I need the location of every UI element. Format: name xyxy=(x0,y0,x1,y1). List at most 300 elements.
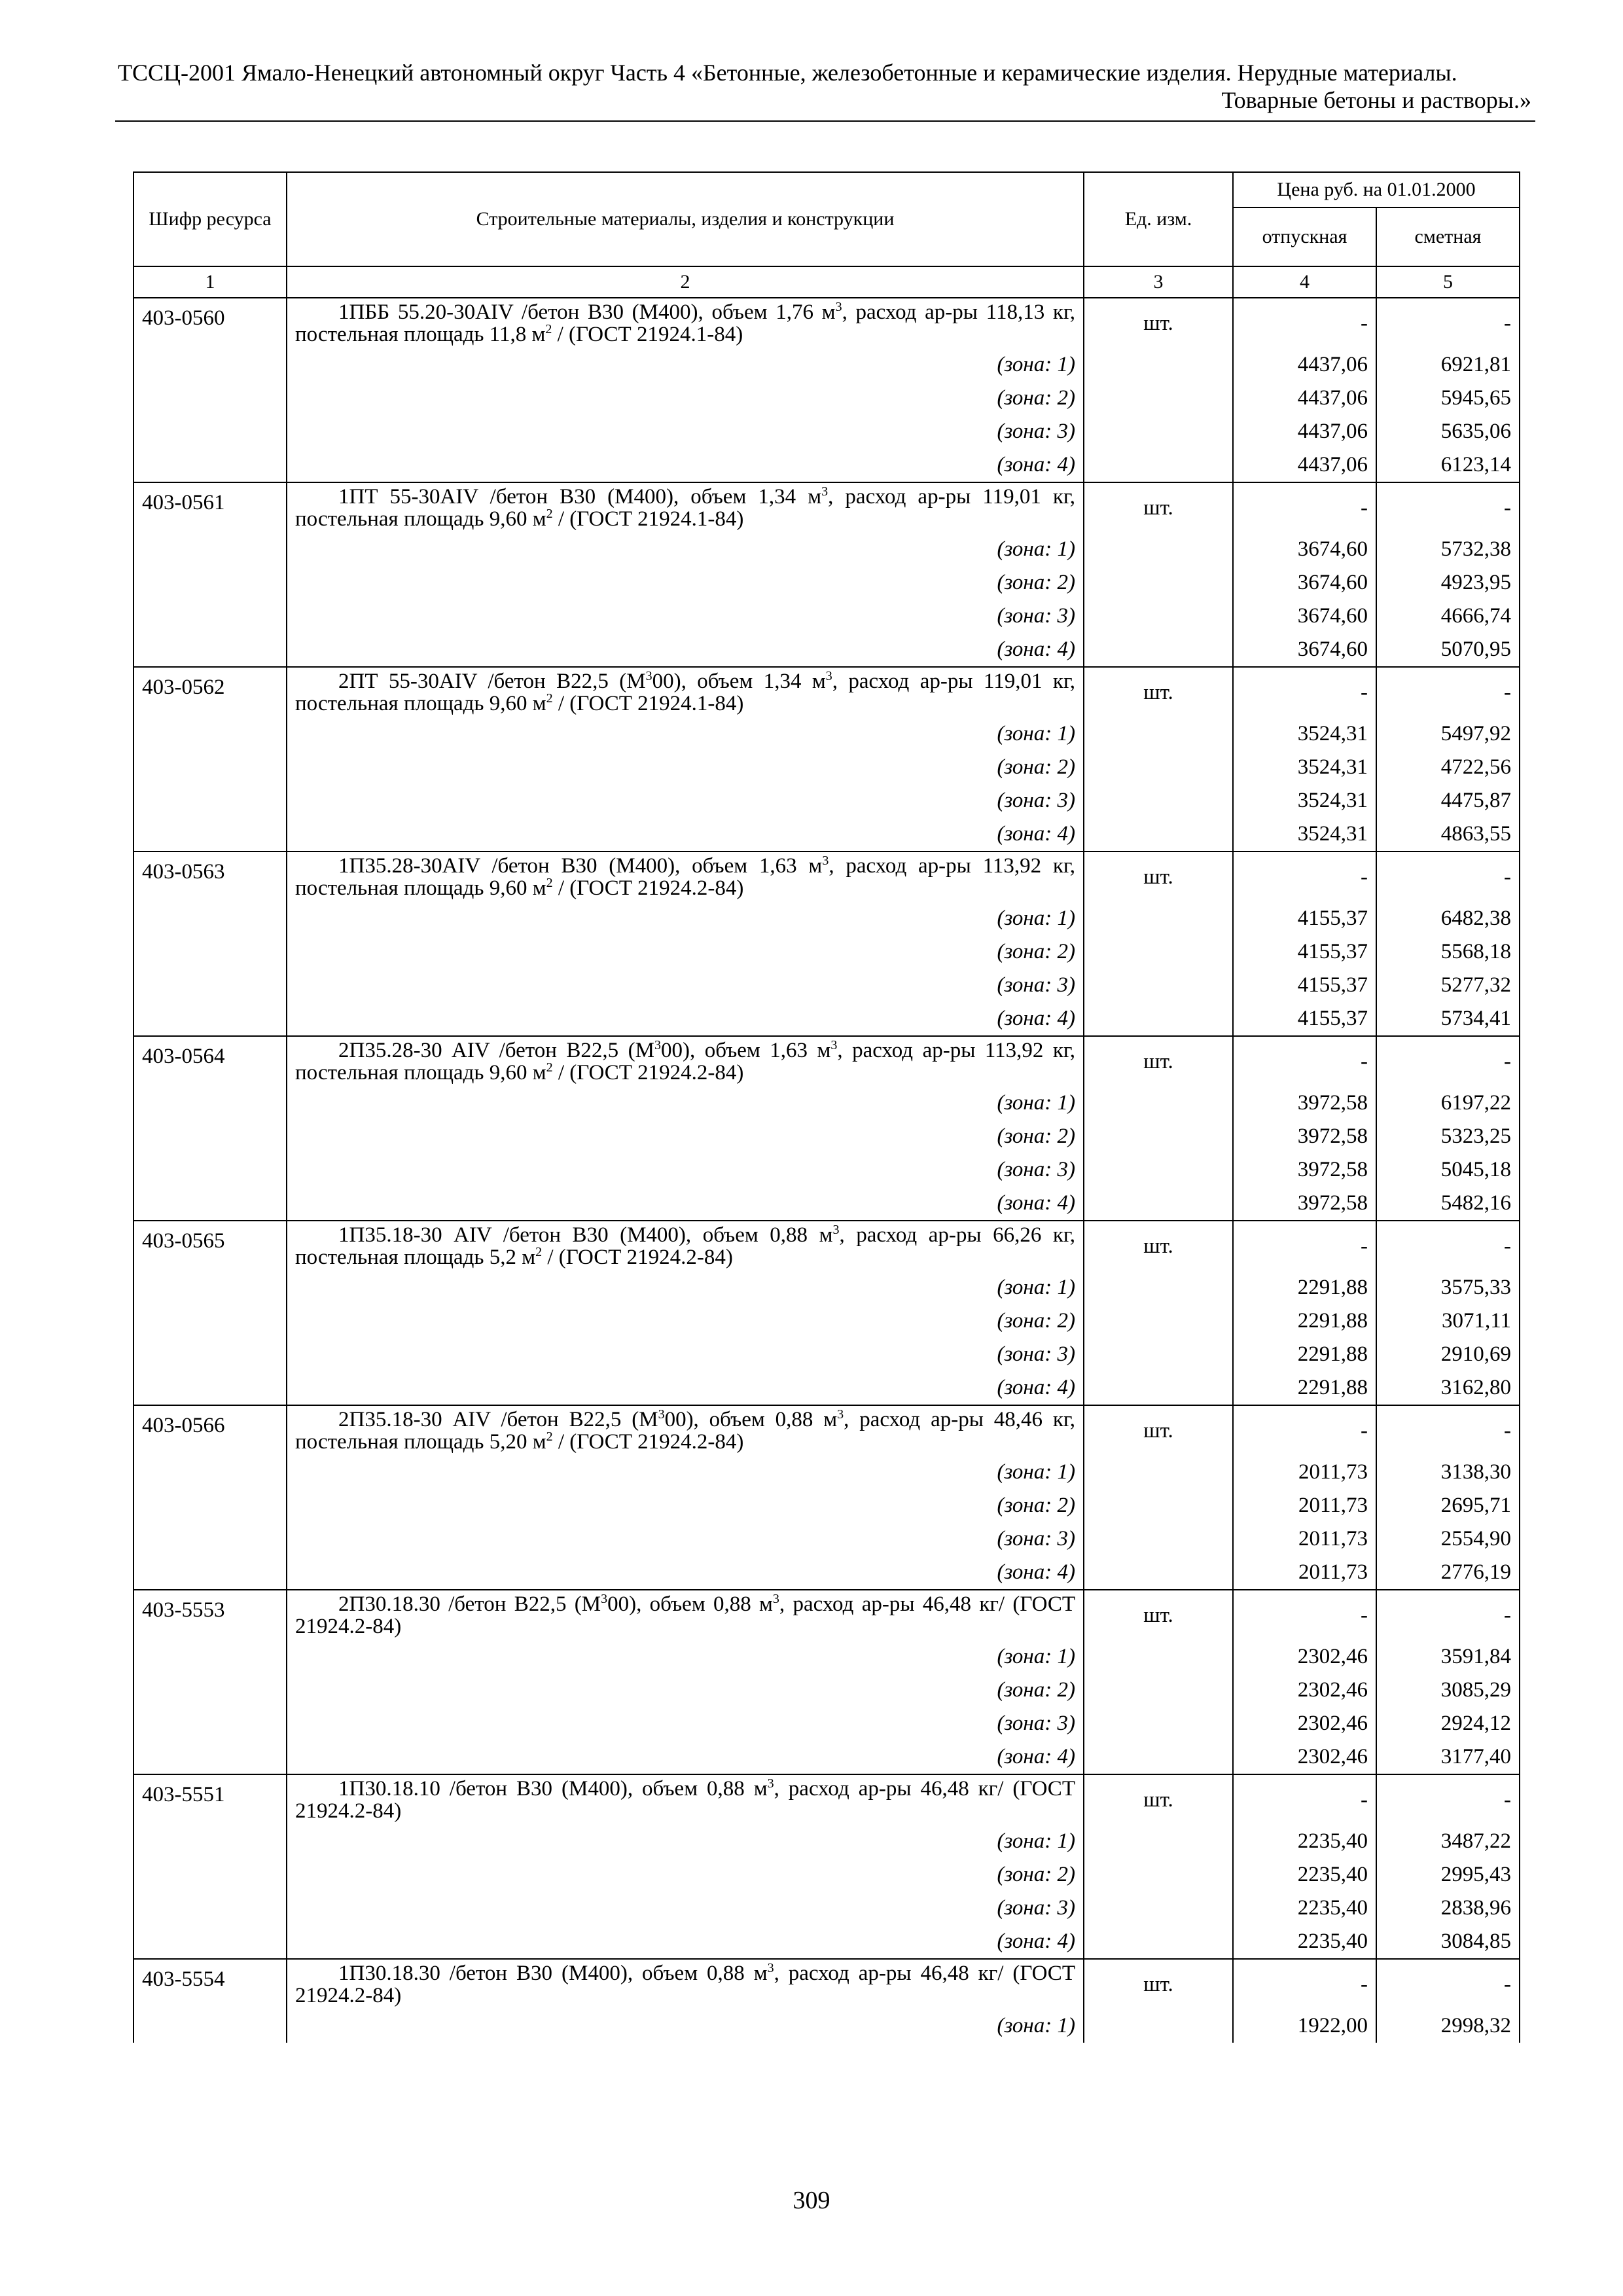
code-spacer xyxy=(134,1556,287,1590)
zone-estimate-price: 6123,14 xyxy=(1376,448,1520,482)
release-price: - xyxy=(1233,1959,1376,2009)
release-price: - xyxy=(1233,482,1376,533)
zone-estimate-price: 3085,29 xyxy=(1376,1674,1520,1707)
zone-release-price: 2235,40 xyxy=(1233,1858,1376,1892)
unit-of-measure: шт. xyxy=(1084,1405,1233,1456)
zone-label: (зона: 2) xyxy=(287,566,1084,600)
zone-label: (зона: 2) xyxy=(287,1304,1084,1338)
zone-release-price: 2011,73 xyxy=(1233,1522,1376,1556)
zone-release-price: 3972,58 xyxy=(1233,1086,1376,1120)
table-row xyxy=(134,298,1520,348)
zone-release-price: 2011,73 xyxy=(1233,1456,1376,1489)
zone-release-price: 2011,73 xyxy=(1233,1489,1376,1522)
zone-estimate-price: 6482,38 xyxy=(1376,902,1520,935)
header-divider xyxy=(115,120,1535,122)
material-description: 1ПББ 55.20-30AIV /бетон В30 (М400), объем 1,76 $м^3$, расход ар-ры 118,13 кг, постельная площадь 11,8 $м^2$ / (ГОСТ 21924.1-84) xyxy=(287,298,1084,348)
zone-row xyxy=(134,633,1520,667)
code-spacer xyxy=(134,817,287,852)
zone-estimate-price: 3177,40 xyxy=(1376,1740,1520,1774)
zone-row xyxy=(134,1002,1520,1036)
zone-release-price: 3972,58 xyxy=(1233,1120,1376,1153)
zone-row xyxy=(134,533,1520,566)
code-spacer xyxy=(134,1489,287,1522)
zone-label: (зона: 3) xyxy=(287,1522,1084,1556)
estimate-price: - xyxy=(1376,1221,1520,1271)
unit-of-measure: шт. xyxy=(1084,482,1233,533)
table-row xyxy=(134,667,1520,717)
estimate-price: - xyxy=(1376,1405,1520,1456)
zone-estimate-price: 2998,32 xyxy=(1376,2009,1520,2043)
zone-row xyxy=(134,1489,1520,1522)
release-price: - xyxy=(1233,1036,1376,1086)
header-line-2: Товарные бетоны и растворы.» xyxy=(1221,87,1531,113)
unit-spacer xyxy=(1084,1120,1233,1153)
zone-estimate-price: 5945,65 xyxy=(1376,382,1520,415)
code-spacer xyxy=(134,1707,287,1740)
estimate-price: - xyxy=(1376,482,1520,533)
zone-label: (зона: 3) xyxy=(287,1338,1084,1371)
unit-of-measure: шт. xyxy=(1084,852,1233,902)
zone-label: (зона: 4) xyxy=(287,448,1084,482)
material-description: 1ПТ 55-30AIV /бетон В30 (М400), объем 1,34 $м^3$, расход ар-ры 119,01 кг, постельная площадь 9,60 $м^2$ / (ГОСТ 21924.1-84) xyxy=(287,482,1084,533)
zone-estimate-price: 5070,95 xyxy=(1376,633,1520,667)
code-spacer xyxy=(134,2009,287,2043)
zone-label: (зона: 1) xyxy=(287,1825,1084,1858)
table-head xyxy=(134,172,1520,298)
zone-label: (зона: 4) xyxy=(287,633,1084,667)
col-number-5: 5 xyxy=(1376,266,1520,298)
zone-estimate-price: 4666,74 xyxy=(1376,600,1520,633)
unit-spacer xyxy=(1084,1556,1233,1590)
resource-code: 403-0562 xyxy=(134,667,287,717)
zone-release-price: 2291,88 xyxy=(1233,1338,1376,1371)
estimate-price: - xyxy=(1376,1774,1520,1825)
material-description: 1П35.18-30 AIV /бетон В30 (М400), объем 0,88 $м^3$, расход ар-ры 66,26 кг, постельная площадь 5,2 $м^2$ / (ГОСТ 21924.2-84) xyxy=(287,1221,1084,1271)
zone-label: (зона: 3) xyxy=(287,1892,1084,1925)
zone-estimate-price: 2995,43 xyxy=(1376,1858,1520,1892)
release-price: - xyxy=(1233,1221,1376,1271)
zone-release-price: 3972,58 xyxy=(1233,1153,1376,1187)
zone-release-price: 2302,46 xyxy=(1233,1707,1376,1740)
zone-label: (зона: 3) xyxy=(287,1707,1084,1740)
estimate-price: - xyxy=(1376,1959,1520,2009)
zone-label: (зона: 3) xyxy=(287,415,1084,448)
unit-spacer xyxy=(1084,1489,1233,1522)
zone-row xyxy=(134,1707,1520,1740)
zone-estimate-price: 3071,11 xyxy=(1376,1304,1520,1338)
zone-release-price: 3524,31 xyxy=(1233,717,1376,751)
zone-row xyxy=(134,1371,1520,1405)
zone-row xyxy=(134,1086,1520,1120)
zone-release-price: 2235,40 xyxy=(1233,1825,1376,1858)
code-spacer xyxy=(134,1153,287,1187)
code-spacer xyxy=(134,1892,287,1925)
zone-release-price: 3674,60 xyxy=(1233,533,1376,566)
resource-code: 403-0564 xyxy=(134,1036,287,1086)
zone-release-price: 4155,37 xyxy=(1233,1002,1376,1036)
zone-release-price: 2302,46 xyxy=(1233,1674,1376,1707)
release-price: - xyxy=(1233,1405,1376,1456)
zone-estimate-price: 5732,38 xyxy=(1376,533,1520,566)
unit-spacer xyxy=(1084,1153,1233,1187)
zone-estimate-price: 4475,87 xyxy=(1376,784,1520,817)
zone-release-price: 3972,58 xyxy=(1233,1187,1376,1221)
material-description: 1П30.18.10 /бетон В30 (М400), объем 0,88 $м^3$, расход ар-ры 46,48 кг/ (ГОСТ 21924.2-84) xyxy=(287,1774,1084,1825)
zone-row xyxy=(134,1304,1520,1338)
zone-estimate-price: 2924,12 xyxy=(1376,1707,1520,1740)
code-spacer xyxy=(134,1740,287,1774)
zone-row xyxy=(134,1271,1520,1304)
code-spacer xyxy=(134,784,287,817)
zone-release-price: 3524,31 xyxy=(1233,817,1376,852)
zone-label: (зона: 2) xyxy=(287,935,1084,969)
unit-of-measure: шт. xyxy=(1084,1959,1233,2009)
resource-code: 403-5554 xyxy=(134,1959,287,2009)
resource-code: 403-0563 xyxy=(134,852,287,902)
zone-estimate-price: 2838,96 xyxy=(1376,1892,1520,1925)
material-description: 2ПТ 55-30AIV /бетон В22,5 $(М^300)$, объем 1,34 $м^3$, расход ар-ры 119,01 кг, постельная площадь 9,60 $м^2$ / (ГОСТ 21924.1-84) xyxy=(287,667,1084,717)
unit-spacer xyxy=(1084,1740,1233,1774)
table-row xyxy=(134,1221,1520,1271)
zone-release-price: 3674,60 xyxy=(1233,600,1376,633)
price-table xyxy=(133,171,1520,2043)
resource-code: 403-0565 xyxy=(134,1221,287,1271)
zone-row xyxy=(134,1120,1520,1153)
zone-estimate-price: 4923,95 xyxy=(1376,566,1520,600)
zone-row xyxy=(134,1153,1520,1187)
zone-row xyxy=(134,1740,1520,1774)
unit-spacer xyxy=(1084,1002,1233,1036)
zone-estimate-price: 3591,84 xyxy=(1376,1640,1520,1674)
table-row xyxy=(134,1036,1520,1086)
resource-code: 403-5551 xyxy=(134,1774,287,1825)
material-description: 1П30.18.30 /бетон В30 (М400), объем 0,88 $м^3$, расход ар-ры 46,48 кг/ (ГОСТ 21924.2-84) xyxy=(287,1959,1084,2009)
unit-spacer xyxy=(1084,784,1233,817)
col-header-code: Шифр ресурса xyxy=(134,172,287,266)
unit-spacer xyxy=(1084,1304,1233,1338)
unit-spacer xyxy=(1084,448,1233,482)
material-description: 2П30.18.30 /бетон В22,5 $(М^300)$, объем 0,88 $м^3$, расход ар-ры 46,48 кг/ (ГОСТ 21924.2-84) xyxy=(287,1590,1084,1640)
code-spacer xyxy=(134,935,287,969)
unit-spacer xyxy=(1084,902,1233,935)
code-spacer xyxy=(134,1925,287,1959)
zone-release-price: 1922,00 xyxy=(1233,2009,1376,2043)
zone-release-price: 2011,73 xyxy=(1233,1556,1376,1590)
unit-spacer xyxy=(1084,1086,1233,1120)
zone-release-price: 2302,46 xyxy=(1233,1640,1376,1674)
zone-estimate-price: 3575,33 xyxy=(1376,1271,1520,1304)
col-number-4: 4 xyxy=(1233,266,1376,298)
zone-estimate-price: 4722,56 xyxy=(1376,751,1520,784)
unit-of-measure: шт. xyxy=(1084,1036,1233,1086)
zone-estimate-price: 3162,80 xyxy=(1376,1371,1520,1405)
release-price: - xyxy=(1233,667,1376,717)
zone-row xyxy=(134,1640,1520,1674)
zone-estimate-price: 5045,18 xyxy=(1376,1153,1520,1187)
zone-label: (зона: 1) xyxy=(287,902,1084,935)
code-spacer xyxy=(134,348,287,382)
zone-row xyxy=(134,1925,1520,1959)
unit-spacer xyxy=(1084,1825,1233,1858)
zone-row xyxy=(134,1674,1520,1707)
release-price: - xyxy=(1233,852,1376,902)
zone-row xyxy=(134,448,1520,482)
unit-spacer xyxy=(1084,717,1233,751)
col-header-name: Строительные материалы, изделия и конструкции xyxy=(287,172,1084,266)
estimate-price: - xyxy=(1376,298,1520,348)
code-spacer xyxy=(134,1271,287,1304)
zone-label: (зона: 2) xyxy=(287,1489,1084,1522)
zone-row xyxy=(134,566,1520,600)
col-header-estimate: сметная xyxy=(1376,207,1520,266)
unit-spacer xyxy=(1084,1925,1233,1959)
zone-row xyxy=(134,1456,1520,1489)
zone-label: (зона: 2) xyxy=(287,1858,1084,1892)
zone-estimate-price: 3084,85 xyxy=(1376,1925,1520,1959)
unit-spacer xyxy=(1084,1456,1233,1489)
zone-release-price: 2291,88 xyxy=(1233,1271,1376,1304)
zone-row xyxy=(134,902,1520,935)
unit-spacer xyxy=(1084,2009,1233,2043)
code-spacer xyxy=(134,1825,287,1858)
table-row xyxy=(134,1959,1520,2009)
zone-label: (зона: 3) xyxy=(287,784,1084,817)
zone-label: (зона: 4) xyxy=(287,1740,1084,1774)
unit-spacer xyxy=(1084,1892,1233,1925)
unit-spacer xyxy=(1084,348,1233,382)
zone-release-price: 4155,37 xyxy=(1233,935,1376,969)
zone-row xyxy=(134,2009,1520,2043)
zone-label: (зона: 4) xyxy=(287,1002,1084,1036)
zone-estimate-price: 2695,71 xyxy=(1376,1489,1520,1522)
header-line-1: ТССЦ-2001 Ямало-Ненецкий автономный округ Часть 4 «Бетонные, железобетонные и керамические изделия. Нерудные материалы. xyxy=(118,60,1457,86)
col-header-release: отпускная xyxy=(1233,207,1376,266)
code-spacer xyxy=(134,566,287,600)
code-spacer xyxy=(134,1187,287,1221)
running-header xyxy=(118,59,1531,114)
zone-label: (зона: 4) xyxy=(287,1556,1084,1590)
unit-spacer xyxy=(1084,1674,1233,1707)
table-row xyxy=(134,1590,1520,1640)
unit-of-measure: шт. xyxy=(1084,1774,1233,1825)
table-body xyxy=(134,298,1520,2043)
code-spacer xyxy=(134,1858,287,1892)
code-spacer xyxy=(134,1371,287,1405)
unit-spacer xyxy=(1084,600,1233,633)
resource-code: 403-0561 xyxy=(134,482,287,533)
estimate-price: - xyxy=(1376,1590,1520,1640)
zone-release-price: 2291,88 xyxy=(1233,1371,1376,1405)
code-spacer xyxy=(134,1304,287,1338)
unit-spacer xyxy=(1084,566,1233,600)
material-description: 2П35.18-30 AIV /бетон В22,5 $(М^300)$, объем 0,88 $м^3$, расход ар-ры 48,46 кг, постельная площадь 5,20 $м^2$ / (ГОСТ 21924.2-84) xyxy=(287,1405,1084,1456)
zone-label: (зона: 3) xyxy=(287,1153,1084,1187)
unit-spacer xyxy=(1084,1707,1233,1740)
zone-row xyxy=(134,751,1520,784)
zone-row xyxy=(134,935,1520,969)
code-spacer xyxy=(134,1120,287,1153)
code-spacer xyxy=(134,1002,287,1036)
zone-label: (зона: 2) xyxy=(287,382,1084,415)
col-number-3: 3 xyxy=(1084,266,1233,298)
code-spacer xyxy=(134,1522,287,1556)
unit-spacer xyxy=(1084,1271,1233,1304)
unit-spacer xyxy=(1084,415,1233,448)
zone-label: (зона: 2) xyxy=(287,1674,1084,1707)
zone-label: (зона: 1) xyxy=(287,1086,1084,1120)
zone-row xyxy=(134,1187,1520,1221)
table-row xyxy=(134,1405,1520,1456)
zone-estimate-price: 3138,30 xyxy=(1376,1456,1520,1489)
zone-release-price: 4437,06 xyxy=(1233,415,1376,448)
table-row xyxy=(134,482,1520,533)
unit-of-measure: шт. xyxy=(1084,1590,1233,1640)
zone-row xyxy=(134,1556,1520,1590)
code-spacer xyxy=(134,969,287,1002)
resource-code: 403-0566 xyxy=(134,1405,287,1456)
zone-release-price: 2235,40 xyxy=(1233,1925,1376,1959)
material-description: 1П35.28-30AIV /бетон В30 (М400), объем 1,63 $м^3$, расход ар-ры 113,92 кг, постельная площадь 9,60 $м^2$ / (ГОСТ 21924.2-84) xyxy=(287,852,1084,902)
zone-estimate-price: 2910,69 xyxy=(1376,1338,1520,1371)
zone-row xyxy=(134,382,1520,415)
zone-row xyxy=(134,1858,1520,1892)
zone-label: (зона: 1) xyxy=(287,533,1084,566)
unit-spacer xyxy=(1084,751,1233,784)
code-spacer xyxy=(134,1456,287,1489)
code-spacer xyxy=(134,1640,287,1674)
zone-release-price: 4437,06 xyxy=(1233,382,1376,415)
zone-row xyxy=(134,1825,1520,1858)
code-spacer xyxy=(134,533,287,566)
unit-spacer xyxy=(1084,1338,1233,1371)
zone-label: (зона: 1) xyxy=(287,1456,1084,1489)
zone-row xyxy=(134,348,1520,382)
zone-estimate-price: 5323,25 xyxy=(1376,1120,1520,1153)
material-description: 2П35.28-30 AIV /бетон В22,5 $(М^300)$, объем 1,63 $м^3$, расход ар-ры 113,92 кг, постельная площадь 9,60 $м^2$ / (ГОСТ 21924.2-84) xyxy=(287,1036,1084,1086)
zone-estimate-price: 2776,19 xyxy=(1376,1556,1520,1590)
zone-release-price: 3674,60 xyxy=(1233,566,1376,600)
zone-estimate-price: 3487,22 xyxy=(1376,1825,1520,1858)
table-row xyxy=(134,852,1520,902)
zone-row xyxy=(134,600,1520,633)
estimate-price: - xyxy=(1376,667,1520,717)
zone-estimate-price: 5635,06 xyxy=(1376,415,1520,448)
zone-release-price: 3524,31 xyxy=(1233,751,1376,784)
zone-label: (зона: 4) xyxy=(287,1371,1084,1405)
resource-code: 403-0560 xyxy=(134,298,287,348)
zone-label: (зона: 1) xyxy=(287,1640,1084,1674)
zone-row xyxy=(134,415,1520,448)
zone-estimate-price: 5277,32 xyxy=(1376,969,1520,1002)
unit-of-measure: шт. xyxy=(1084,1221,1233,1271)
col-number-2: 2 xyxy=(287,266,1084,298)
zone-estimate-price: 2554,90 xyxy=(1376,1522,1520,1556)
zone-label: (зона: 4) xyxy=(287,1925,1084,1959)
col-header-unit: Ед. изм. xyxy=(1084,172,1233,266)
col-header-price: Цена руб. на 01.01.2000 xyxy=(1233,172,1520,207)
zone-release-price: 2302,46 xyxy=(1233,1740,1376,1774)
code-spacer xyxy=(134,415,287,448)
zone-row xyxy=(134,1338,1520,1371)
estimate-price: - xyxy=(1376,1036,1520,1086)
zone-estimate-price: 5568,18 xyxy=(1376,935,1520,969)
zone-release-price: 2235,40 xyxy=(1233,1892,1376,1925)
zone-label: (зона: 1) xyxy=(287,2009,1084,2043)
unit-of-measure: шт. xyxy=(1084,667,1233,717)
unit-spacer xyxy=(1084,817,1233,852)
unit-spacer xyxy=(1084,382,1233,415)
zone-release-price: 3674,60 xyxy=(1233,633,1376,667)
col-number-1: 1 xyxy=(134,266,287,298)
zone-release-price: 4155,37 xyxy=(1233,902,1376,935)
code-spacer xyxy=(134,600,287,633)
unit-spacer xyxy=(1084,1640,1233,1674)
zone-estimate-price: 6921,81 xyxy=(1376,348,1520,382)
unit-spacer xyxy=(1084,1187,1233,1221)
release-price: - xyxy=(1233,1774,1376,1825)
release-price: - xyxy=(1233,1590,1376,1640)
zone-release-price: 4437,06 xyxy=(1233,348,1376,382)
unit-spacer xyxy=(1084,1371,1233,1405)
estimate-price: - xyxy=(1376,852,1520,902)
zone-release-price: 2291,88 xyxy=(1233,1304,1376,1338)
zone-label: (зона: 3) xyxy=(287,600,1084,633)
zone-label: (зона: 3) xyxy=(287,969,1084,1002)
unit-spacer xyxy=(1084,969,1233,1002)
zone-row xyxy=(134,969,1520,1002)
zone-row xyxy=(134,784,1520,817)
unit-spacer xyxy=(1084,1522,1233,1556)
code-spacer xyxy=(134,902,287,935)
code-spacer xyxy=(134,633,287,667)
resource-code: 403-5553 xyxy=(134,1590,287,1640)
zone-estimate-price: 5734,41 xyxy=(1376,1002,1520,1036)
code-spacer xyxy=(134,448,287,482)
release-price: - xyxy=(1233,298,1376,348)
code-spacer xyxy=(134,751,287,784)
zone-estimate-price: 5497,92 xyxy=(1376,717,1520,751)
zone-label: (зона: 4) xyxy=(287,817,1084,852)
code-spacer xyxy=(134,717,287,751)
zone-label: (зона: 1) xyxy=(287,717,1084,751)
zone-release-price: 4437,06 xyxy=(1233,448,1376,482)
zone-row xyxy=(134,717,1520,751)
zone-label: (зона: 4) xyxy=(287,1187,1084,1221)
page-number: 309 xyxy=(793,2187,830,2214)
table-row xyxy=(134,1774,1520,1825)
code-spacer xyxy=(134,1086,287,1120)
zone-row xyxy=(134,817,1520,852)
zone-label: (зона: 1) xyxy=(287,348,1084,382)
zone-label: (зона: 2) xyxy=(287,1120,1084,1153)
unit-spacer xyxy=(1084,1858,1233,1892)
unit-spacer xyxy=(1084,633,1233,667)
code-spacer xyxy=(134,382,287,415)
zone-estimate-price: 6197,22 xyxy=(1376,1086,1520,1120)
zone-release-price: 3524,31 xyxy=(1233,784,1376,817)
zone-label: (зона: 2) xyxy=(287,751,1084,784)
zone-row xyxy=(134,1522,1520,1556)
zone-release-price: 4155,37 xyxy=(1233,969,1376,1002)
zone-estimate-price: 5482,16 xyxy=(1376,1187,1520,1221)
unit-of-measure: шт. xyxy=(1084,298,1233,348)
zone-row xyxy=(134,1892,1520,1925)
zone-label: (зона: 1) xyxy=(287,1271,1084,1304)
code-spacer xyxy=(134,1338,287,1371)
unit-spacer xyxy=(1084,533,1233,566)
zone-estimate-price: 4863,55 xyxy=(1376,817,1520,852)
unit-spacer xyxy=(1084,935,1233,969)
